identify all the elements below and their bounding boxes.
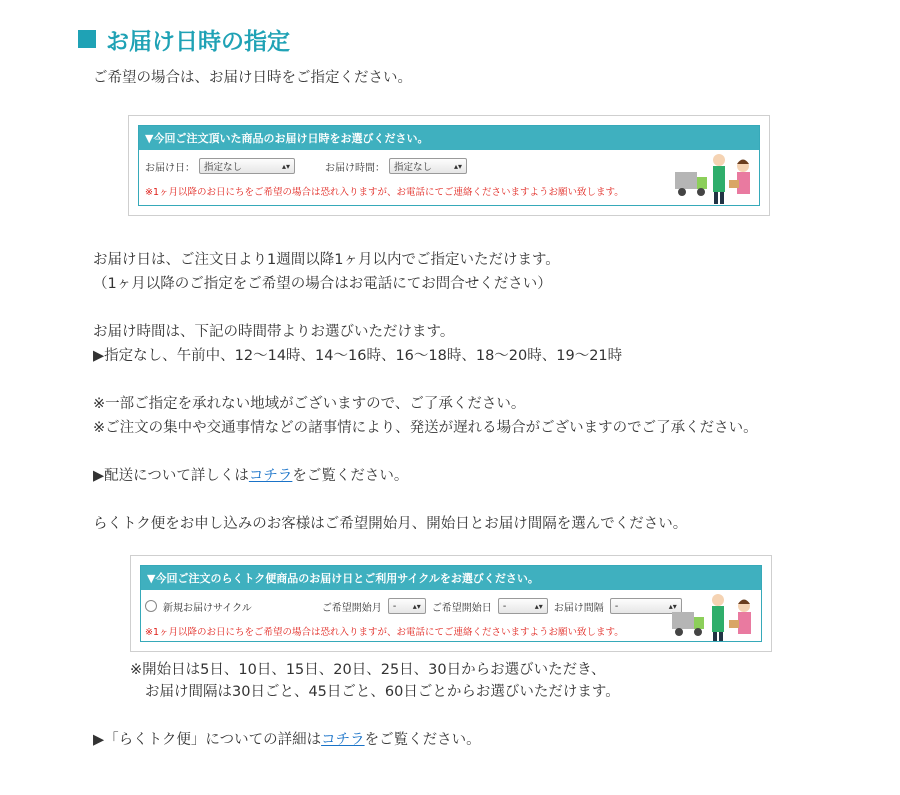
date-info-line-2: （1ヶ月以降のご指定をご希望の場合はお電話にてお問合せください） bbox=[93, 276, 552, 292]
form1-title-bar: ▼今回ご注文頂いた商品のお届け日時をお選びください。 bbox=[139, 126, 759, 150]
interval-label: お届け間隔 bbox=[553, 602, 604, 614]
rakutoku-intro: らくトク便をお申し込みのお客様はご希望開始月、開始日とお届け間隔を選んでください。 bbox=[93, 516, 688, 532]
delivery-date-form bbox=[128, 115, 770, 216]
start-day-value: - bbox=[502, 600, 507, 612]
time-info-line-1: お届け時間は、下記の時間帯よりお選びいただけます。 bbox=[93, 324, 455, 340]
chevron-updown-icon: ▴▾ bbox=[412, 601, 421, 611]
square-bullet-icon bbox=[78, 30, 96, 48]
start-day-select[interactable] bbox=[498, 598, 548, 614]
shipping-info-line bbox=[93, 464, 408, 488]
rakutoku-details-link[interactable]: コチラ bbox=[321, 732, 365, 748]
intro-text: ご希望の場合は、お届け日時をご指定ください。 bbox=[93, 70, 412, 86]
interval-value: - bbox=[614, 600, 619, 612]
chevron-updown-icon: ▴▾ bbox=[281, 161, 290, 171]
chevron-updown-icon: ▴▾ bbox=[534, 601, 543, 611]
new-cycle-radio[interactable] bbox=[145, 600, 157, 612]
notice-line-1: ※一部ご指定を承れない地域がございますので、ご了承ください。 bbox=[93, 396, 526, 412]
form1-note: ※1ヶ月以降のお日にちをご希望の場合は恐れ入りますが、お電話にてご連絡くださいますようお願い致します。 bbox=[145, 187, 624, 198]
page-title bbox=[78, 24, 290, 54]
delivery-date-select[interactable] bbox=[199, 158, 295, 174]
notice-line-2: ※ご注文の集中や交通事情などの諸事情により、発送が遅れる場合がございますのでご了承ください。 bbox=[93, 420, 758, 436]
rakutoku-info-line bbox=[93, 728, 481, 752]
time-info-line-2: ▶指定なし、午前中、12～14時、14～16時、16～18時、18～20時、19～21時 bbox=[93, 348, 623, 364]
delivery-time-label: お届け時間： bbox=[325, 162, 385, 174]
rakutoku-note-line-1: ※開始日は5日、10日、15日、20日、25日、30日からお選びいただき、 bbox=[130, 662, 606, 678]
delivery-time-select[interactable] bbox=[389, 158, 467, 174]
date-info-line-1: お届け日は、ご注文日より1週間以降1ヶ月以内でご指定いただけます。 bbox=[93, 252, 560, 268]
shipping-details-link[interactable]: コチラ bbox=[248, 468, 293, 484]
delivery-staff-illustration bbox=[669, 152, 759, 205]
delivery-date-label: お届け日： bbox=[145, 162, 195, 174]
shipping-suffix: をご覧ください。 bbox=[292, 468, 409, 484]
start-day-label: ご希望開始日 bbox=[431, 602, 492, 614]
delivery-date-value: 指定なし bbox=[204, 162, 243, 173]
page-title-text: お届け日時の指定 bbox=[106, 28, 290, 55]
rakutoku-note-line-2: お届け間隔は30日ごと、45日ごと、60日ごとからお選びいただけます。 bbox=[145, 684, 620, 700]
start-month-select[interactable] bbox=[388, 598, 426, 614]
delivery-staff-illustration bbox=[666, 592, 761, 641]
form2-title-bar: ▼今回ご注文のらくトク便商品のお届け日とご利用サイクルをお選びください。 bbox=[141, 566, 761, 590]
new-cycle-label: 新規お届けサイクル bbox=[163, 602, 252, 614]
shipping-prefix: ▶配送について詳しくは bbox=[93, 468, 249, 484]
form2-note: ※1ヶ月以降のお日にちをご希望の場合は恐れ入りますが、お電話にてご連絡くださいますようお願い致します。 bbox=[145, 627, 624, 638]
chevron-updown-icon: ▴▾ bbox=[453, 161, 462, 171]
start-month-value: - bbox=[392, 600, 397, 612]
rakutoku-form bbox=[130, 555, 772, 652]
chevron-updown-icon: ▴▾ bbox=[668, 601, 677, 611]
delivery-time-value: 指定なし bbox=[394, 162, 433, 173]
rakutoku-prefix: ▶「らくトク便」についての詳細は bbox=[93, 732, 322, 748]
start-month-label: ご希望開始月 bbox=[321, 602, 382, 614]
rakutoku-suffix: をご覧ください。 bbox=[364, 732, 481, 748]
